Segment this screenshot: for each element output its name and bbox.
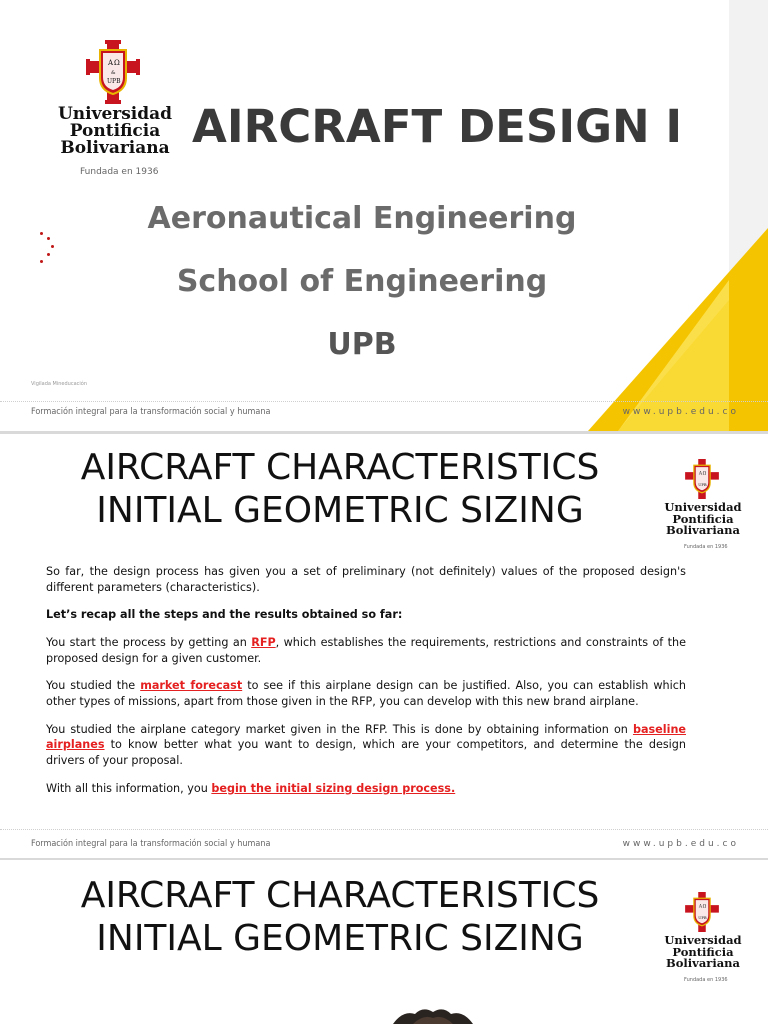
upb-crest-logo bbox=[685, 892, 719, 932]
wordmark-line: Pontificia bbox=[672, 944, 734, 959]
school-subtitle: School of Engineering bbox=[176, 264, 548, 299]
red-dots-decoration bbox=[37, 232, 57, 266]
wordmark-line: Universidad bbox=[664, 933, 742, 947]
footer-divider bbox=[0, 401, 768, 402]
market-forecast-keyword: market forecast bbox=[140, 679, 243, 693]
paragraph-text: , which establishes the requirements, restrictions and constraints of the proposed design for a given customer. bbox=[46, 636, 686, 665]
svg-text:Ω: Ω bbox=[702, 904, 707, 910]
wordmark-line: Bolivariana bbox=[666, 523, 740, 537]
founded-label: Fundada en 1936 bbox=[80, 167, 159, 177]
university-wordmark bbox=[662, 935, 744, 970]
footer-website: www.upb.edu.co bbox=[622, 407, 739, 417]
svg-text:UPB: UPB bbox=[107, 78, 121, 85]
paragraph-text: to see if this airplane design can be justified. Also, you can establish which other types of missions, apart from those given in the RFP, you can develop with this new brand airplane. bbox=[46, 679, 686, 709]
svg-text:UPB: UPB bbox=[698, 482, 707, 487]
sizing-slide bbox=[0, 860, 768, 1024]
body-paragraph bbox=[46, 678, 686, 709]
svg-text:Ω: Ω bbox=[114, 59, 120, 67]
title-line: INITIAL GEOMETRIC SIZING bbox=[96, 490, 584, 532]
slide-title bbox=[20, 874, 660, 960]
paragraph-text: Let’s recap all the steps and the results obtained so far: bbox=[46, 608, 403, 622]
slide-title bbox=[20, 446, 660, 532]
paragraph-text: You start the process by getting an bbox=[46, 636, 252, 650]
university-wordmark bbox=[662, 502, 744, 537]
department-subtitle: Aeronautical Engineering bbox=[147, 201, 577, 236]
body-paragraph bbox=[46, 722, 686, 769]
svg-text:Ω: Ω bbox=[702, 471, 707, 477]
title-line: AIRCRAFT CHARACTERISTICS bbox=[80, 875, 600, 916]
rfp-keyword: RFP bbox=[251, 636, 276, 650]
paragraph-text: With all this information, you bbox=[46, 781, 212, 795]
slide-title: AIRCRAFT DESIGN I bbox=[192, 100, 683, 153]
paragraph-text: to know better what you want to design, which are your competitors, and determine the design drivers of your proposal. bbox=[46, 738, 686, 768]
wordmark-line: Bolivariana bbox=[666, 956, 740, 970]
footer-website: www.upb.edu.co bbox=[622, 839, 739, 849]
body-paragraph bbox=[46, 635, 686, 666]
body-paragraph bbox=[46, 781, 686, 797]
svg-text:UPB: UPB bbox=[698, 915, 707, 920]
svg-text:A: A bbox=[698, 471, 703, 477]
vigilada-label: Vigilada Mineducación bbox=[31, 381, 88, 387]
wordmark-line: Pontificia bbox=[672, 511, 734, 526]
wordmark-line: Bolivariana bbox=[60, 138, 170, 158]
initial-sizing-keyword: begin the initial sizing design process. bbox=[211, 781, 456, 795]
founded-label: Fundada en 1936 bbox=[684, 544, 728, 550]
university-wordmark bbox=[56, 106, 174, 157]
svg-text:&: & bbox=[111, 70, 116, 76]
baseline-airplanes-keyword: baseline airplanes bbox=[46, 722, 686, 752]
wordmark-line: Universidad bbox=[57, 104, 173, 124]
paragraph-text: You studied the bbox=[46, 679, 141, 693]
upb-crest-logo bbox=[86, 40, 140, 104]
founded-label: Fundada en 1936 bbox=[684, 977, 728, 983]
svg-text:A: A bbox=[108, 59, 114, 67]
body-paragraph bbox=[46, 564, 686, 595]
footer-slogan: Formación integral para la transformación social y humana bbox=[31, 839, 271, 849]
paragraph-text: So far, the design process has given you a set of preliminary (not definitely) values of the proposed design's different parameters (characteristics). bbox=[46, 565, 686, 594]
footer-slogan: Formación integral para la transformación social y humana bbox=[31, 407, 271, 417]
institution-subtitle: UPB bbox=[327, 327, 397, 362]
title-line: INITIAL GEOMETRIC SIZING bbox=[96, 918, 584, 960]
wordmark-line: Pontificia bbox=[69, 121, 161, 141]
title-slide bbox=[0, 0, 768, 431]
svg-text:A: A bbox=[698, 904, 703, 910]
slide-body bbox=[46, 564, 686, 808]
recap-slide bbox=[0, 434, 768, 858]
title-line: AIRCRAFT CHARACTERISTICS bbox=[80, 447, 600, 488]
paragraph-text: You studied the airplane category market given in the RFP. This is done by obtaining information on bbox=[46, 722, 633, 736]
aircraft-image-fragment bbox=[393, 1004, 473, 1024]
wordmark-line: Universidad bbox=[664, 500, 742, 514]
recap-heading bbox=[46, 607, 686, 623]
footer-divider bbox=[0, 829, 768, 830]
upb-crest-logo bbox=[685, 459, 719, 499]
